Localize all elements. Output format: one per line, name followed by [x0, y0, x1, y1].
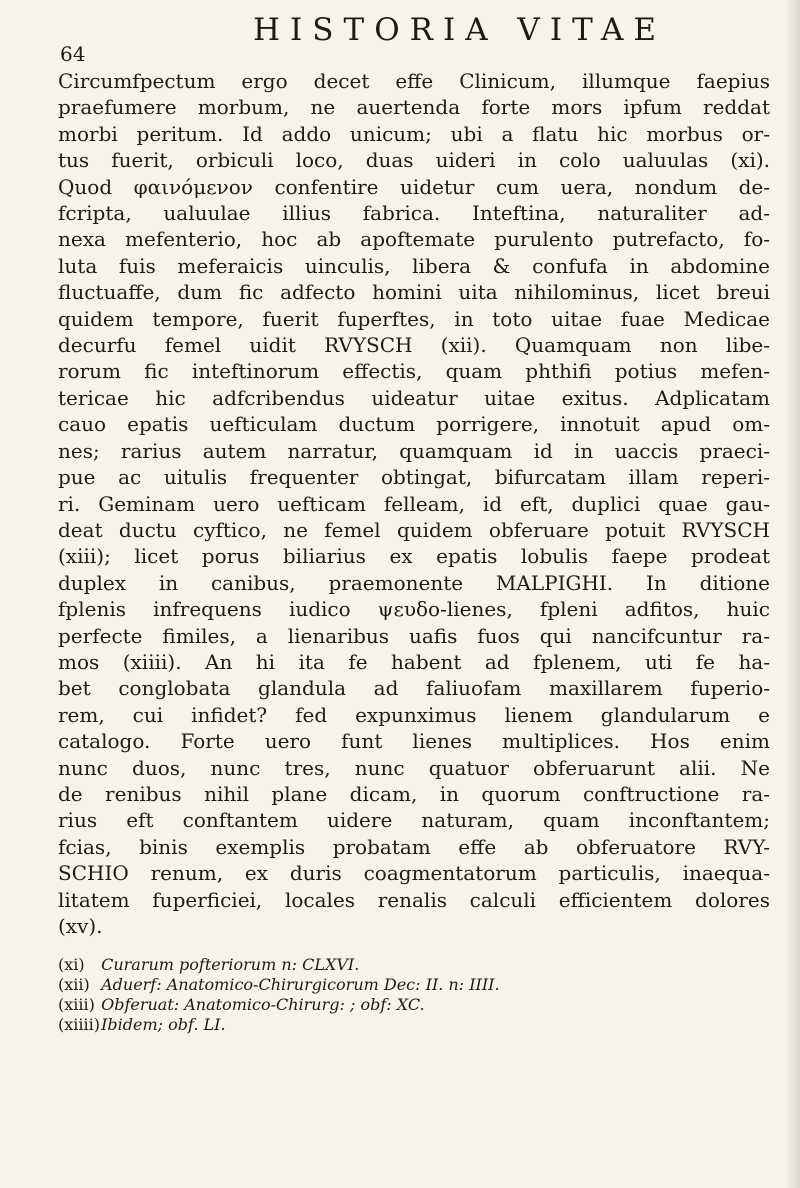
paragraph-lines	[58, 68, 770, 939]
footnote-mark: (xii)	[58, 975, 90, 995]
text-line: fplenis infrequens iudico ψευδο-lienes, fpleni adfitos, huic	[58, 597, 770, 622]
text-line: Circumfpectum ergo decet effe Clinicum, illumque faepius	[58, 69, 770, 93]
main-paragraph	[58, 68, 770, 939]
text-line: mos (xiiii). An hi ita fe habent ad fplenem, uti fe ha-	[58, 649, 770, 674]
footnote-text: Obferuat: Anatomico-Chirurg: ; obf: XC.	[96, 995, 425, 1015]
page-edge-shadow	[786, 0, 800, 1188]
text-line: ri. Geminam uero uefticam felleam, id eft, duplici quae gau-	[58, 491, 770, 516]
footnote-mark: (xi)	[58, 955, 85, 975]
text-line: rem, cui infidet? fed expunximus lienem glandularum e	[58, 702, 770, 727]
text-line: fcripta, ualuulae illius fabrica. Inteftina, naturaliter ad-	[58, 201, 770, 226]
footnote-mark: (xiii)	[58, 995, 95, 1015]
footnotes	[58, 955, 770, 1035]
page-header	[58, 12, 770, 66]
book-page	[58, 12, 770, 1172]
text-line: perfecte fimiles, a lienaribus uafis fuos qui nancifcuntur ra-	[58, 623, 770, 648]
text-line: deat ductu cyftico, ne femel quidem obferuare potuit RVYSCH	[58, 517, 770, 542]
footnote	[58, 975, 770, 995]
text-line: nunc duos, nunc tres, nunc quatuor obferuarunt alii. Ne	[58, 755, 770, 780]
page-number: 64	[60, 42, 86, 66]
text-line: litatem fuperficiei, locales renalis calculi efficientem dolores	[58, 887, 770, 912]
text-line: cauo epatis uefticulam ductum porrigere, innotuit apud om-	[58, 412, 770, 437]
text-line: de renibus nihil plane dicam, in quorum conftructione ra-	[58, 781, 770, 806]
footnote-text: Aduerf: Anatomico-Chirurgicorum Dec: II. n: IIII.	[96, 975, 500, 995]
text-line: catalogo. Forte uero funt lienes multiplices. Hos enim	[58, 729, 770, 754]
footnote-mark: (xiiii)	[58, 1015, 100, 1035]
footnote	[58, 995, 770, 1015]
text-line: nes; rarius autem narratur, quamquam id in uaccis praeci-	[58, 438, 770, 463]
footnote-text: Curarum pofteriorum n: CLXVI.	[96, 955, 360, 975]
text-line: decurfu femel uidit RVYSCH (xii). Quamquam non libe-	[58, 333, 770, 358]
text-line: (xiii); licet porus biliarius ex epatis lobulis faepe prodeat	[58, 544, 770, 569]
text-line: fcias, binis exemplis probatam effe ab obferuatore RVY-	[58, 834, 770, 859]
footnote-text: Ibidem; obf. LI.	[96, 1015, 226, 1035]
text-line: rius eft conftantem uidere naturam, quam inconftantem;	[58, 808, 770, 833]
text-line: pue ac uitulis frequenter obtingat, bifurcatam illam reperi-	[58, 465, 770, 490]
text-line: quidem tempore, fuerit fuperftes, in toto uitae fuae Medicae	[58, 306, 770, 331]
text-line: rorum fic inteftinorum effectis, quam phthifi potius mefen-	[58, 359, 770, 384]
text-line: fluctuaffe, dum fic adfecto homini uita nihilominus, licet breui	[58, 280, 770, 305]
text-line: nexa mefenterio, hoc ab apoftemate purulento putrefacto, fo-	[58, 227, 770, 252]
text-line: praefumere morbum, ne auertenda forte mors ipfum reddat	[58, 95, 770, 120]
footnote	[58, 955, 770, 975]
text-line: duplex in canibus, praemonente MALPIGHI. In ditione	[58, 570, 770, 595]
text-line: morbi peritum. Id addo unicum; ubi a flatu hic morbus or-	[58, 121, 770, 146]
text-line: luta fuis meferaicis uinculis, libera & confufa in abdomine	[58, 253, 770, 278]
running-title: HISTORIA VITAE	[253, 12, 667, 48]
text-line: tericae hic adfcribendus uideatur uitae exitus. Adplicatam	[58, 385, 770, 410]
text-line: Quod φαινόμενον confentire uidetur cum uera, nondum de-	[58, 174, 770, 199]
text-line: SCHIO renum, ex duris coagmentatorum particulis, inaequa-	[58, 861, 770, 886]
text-line: (xv).	[58, 914, 103, 938]
text-line: bet conglobata glandula ad faliuofam maxillarem fuperio-	[58, 676, 770, 701]
footnote	[58, 1015, 770, 1035]
text-line: tus fuerit, orbiculi loco, duas uideri in colo ualuulas (xi).	[58, 148, 770, 173]
